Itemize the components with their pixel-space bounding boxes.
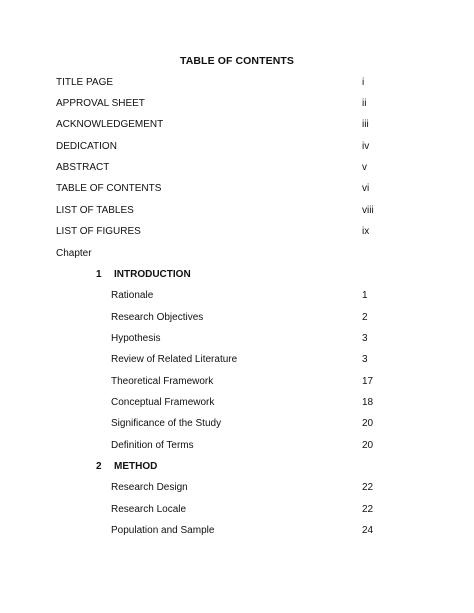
toc-entry-page: 18 (362, 397, 374, 408)
toc-entry-label: LIST OF TABLES (56, 205, 134, 216)
toc-entry-abstract (0, 161, 474, 175)
toc-entry-page: 3 (362, 333, 368, 344)
toc-entry-label: Theoretical Framework (111, 376, 214, 387)
toc-entry-page: 20 (362, 440, 374, 451)
toc-entry-page: 1 (362, 290, 368, 301)
toc-entry-page: ii (362, 98, 367, 109)
toc-entry-label: Conceptual Framework (111, 397, 215, 408)
toc-entry-research-design (0, 481, 474, 495)
toc-entry-page: ix (362, 226, 370, 237)
toc-entry-table-of-contents (0, 182, 474, 196)
toc-entry-page: i (362, 77, 365, 88)
toc-entry-definition-of-terms (0, 439, 474, 453)
chapter-title: METHOD (114, 461, 158, 472)
toc-entry-page: iii (362, 119, 369, 130)
toc-entry-page: 20 (362, 418, 374, 429)
toc-entry-population-and-sample (0, 524, 474, 538)
toc-entry-label: Definition of Terms (111, 440, 194, 451)
toc-entry-list-of-figures (0, 225, 474, 239)
chapter-title: INTRODUCTION (114, 269, 191, 280)
toc-entry-conceptual-framework (0, 396, 474, 410)
page-title: TABLE OF CONTENTS (179, 55, 295, 67)
chapter-number: 2 (96, 461, 102, 472)
toc-entry-label: ABSTRACT (56, 162, 110, 173)
toc-entry-label: Research Design (111, 482, 188, 493)
toc-entry-dedication (0, 140, 474, 154)
toc-entry-label: DEDICATION (56, 141, 117, 152)
toc-entry-label: Rationale (111, 290, 154, 301)
toc-entry-page: 17 (362, 376, 374, 387)
toc-entry-research-locale (0, 503, 474, 517)
toc-entry-hypothesis (0, 332, 474, 346)
toc-entry-page: vi (362, 183, 370, 194)
toc-entry-theoretical-framework (0, 375, 474, 389)
toc-entry-label: LIST OF FIGURES (56, 226, 141, 237)
toc-entry-label: TABLE OF CONTENTS (56, 183, 162, 194)
toc-entry-list-of-tables (0, 204, 474, 218)
chapter-heading (0, 247, 474, 261)
toc-entry-label: Research Locale (111, 504, 187, 515)
toc-entry-significance-of-the-study (0, 417, 474, 431)
toc-entry-page: 22 (362, 482, 374, 493)
toc-entry-page: 22 (362, 504, 374, 515)
toc-entry-page: v (362, 162, 367, 173)
toc-entry-acknowledgement (0, 118, 474, 132)
toc-entry-label: APPROVAL SHEET (56, 98, 145, 109)
toc-entry-label: TITLE PAGE (56, 77, 114, 88)
chapter-1-heading (0, 268, 474, 282)
toc-entry-rationale (0, 289, 474, 303)
toc-entry-title-page (0, 76, 474, 90)
toc-entry-label: Hypothesis (111, 333, 161, 344)
toc-entry-label: Population and Sample (111, 525, 215, 536)
chapter-heading-label: Chapter (56, 248, 92, 259)
toc-entry-label: Significance of the Study (111, 418, 222, 429)
toc-entry-research-objectives (0, 311, 474, 325)
toc-entry-approval-sheet (0, 97, 474, 111)
toc-entry-label: ACKNOWLEDGEMENT (56, 119, 164, 130)
toc-entry-page: viii (362, 205, 374, 216)
toc-entry-page: 24 (362, 525, 374, 536)
toc-entry-label: Research Objectives (111, 312, 204, 323)
toc-entry-page: 2 (362, 312, 368, 323)
toc-entry-label: Review of Related Literature (111, 354, 238, 365)
toc-entry-page: 3 (362, 354, 368, 365)
chapter-number: 1 (96, 269, 102, 280)
toc-entry-page: iv (362, 141, 370, 152)
toc-entry-review-of-related-literature (0, 353, 474, 367)
chapter-2-heading (0, 460, 474, 474)
